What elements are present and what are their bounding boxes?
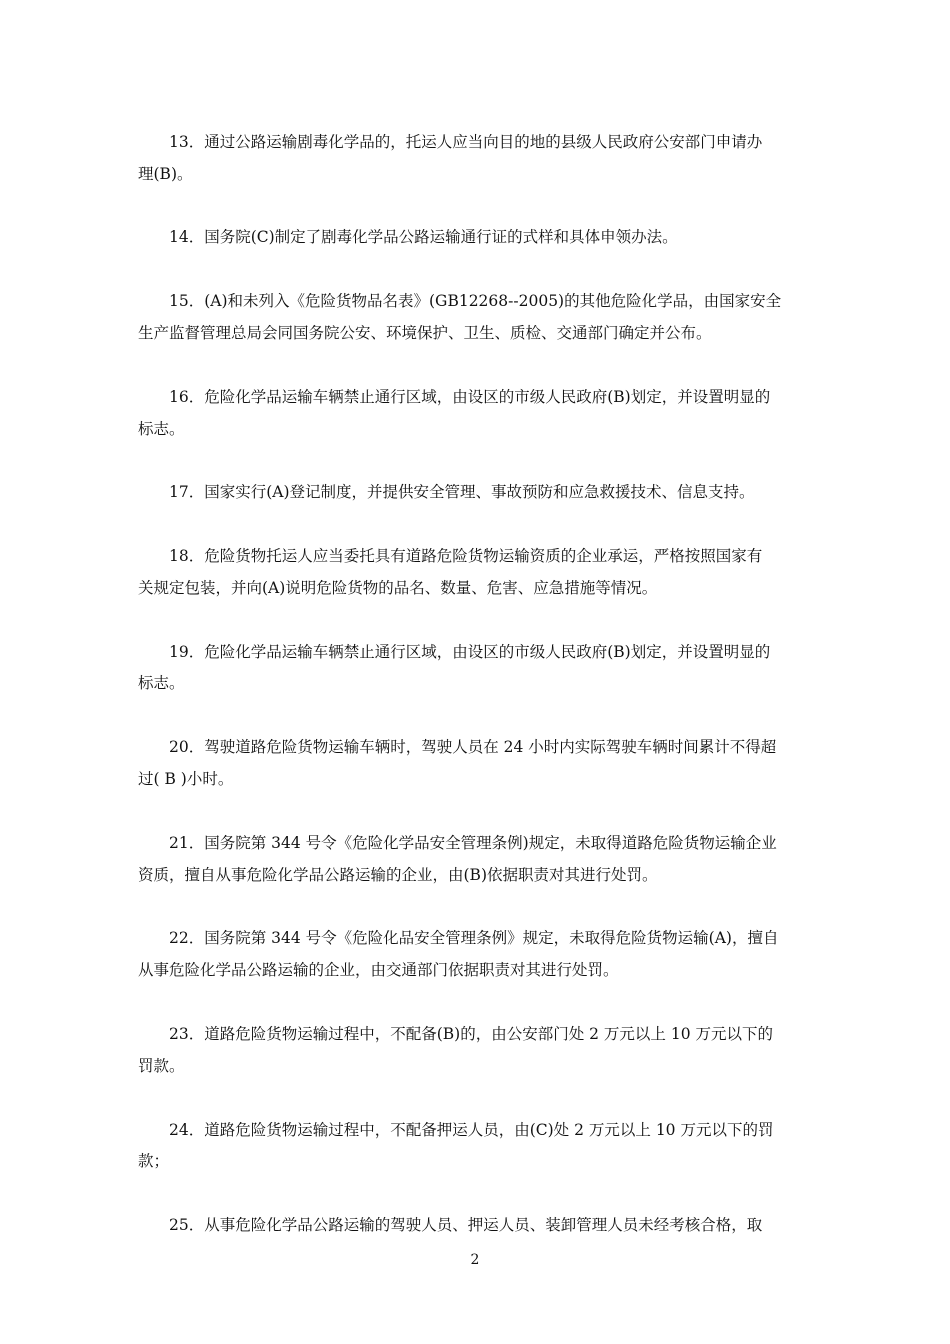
question-text: 13．通过公路运输剧毒化学品的，托运人应当向目的地的县级人民政府公安部门申请办 [169,133,763,151]
question-text-continued: 资质，擅自从事危险化学品公路运输的企业，由(B)依据职责对其进行处罚。 [138,866,658,884]
question-text: 18．危险货物托运人应当委托具有道路危险货物运输资质的企业承运，严格按照国家有 [169,547,763,565]
question-text-continued: 过( B )小时。 [138,770,234,788]
question-text-continued: 标志。 [138,420,185,438]
question-text: 24．道路危险货物运输过程中，不配备押运人员，由(C)处 2 万元以上 10 万元以下的罚 [169,1121,774,1139]
question-text: 16．危险化学品运输车辆禁止通行区域，由设区的市级人民政府(B)划定，并设置明显的 [169,388,771,406]
question-text: 15．(A)和未列入《危险货物品名表》(GB12268--2005)的其他危险化学品，由国家安全 [169,292,782,310]
page-number: 2 [470,1252,480,1268]
question-text-continued: 理(B)。 [138,165,193,183]
question-text: 22．国务院第 344 号令《危险化品安全管理条例》规定，未取得危险货物运输(A)，擅自 [169,929,779,947]
question-text-continued: 罚款。 [138,1057,185,1075]
question-text: 17．国家实行(A)登记制度，并提供安全管理、事故预防和应急救援技术、信息支持。 [169,483,755,501]
question-text-continued: 标志。 [138,674,185,692]
question-text: 19．危险化学品运输车辆禁止通行区域，由设区的市级人民政府(B)划定，并设置明显的 [169,643,771,661]
question-text-continued: 从事危险化学品公路运输的企业，由交通部门依据职责对其进行处罚。 [138,961,619,979]
question-text: 20．驾驶道路危险货物运输车辆时，驾驶人员在 24 小时内实际驾驶车辆时间累计不得超 [169,738,777,756]
question-text: 23．道路危险货物运输过程中，不配备(B)的，由公安部门处 2 万元以上 10 万元以下的 [169,1025,774,1043]
question-text-continued: 关规定包装，并向(A)说明危险货物的品名、数量、危害、应急措施等情况。 [138,579,658,597]
question-text: 25．从事危险化学品公路运输的驾驶人员、押运人员、装卸管理人员未经考核合格，取 [169,1216,763,1234]
question-text-continued: 生产监督管理总局会同国务院公安、环境保护、卫生、质检、交通部门确定并公布。 [138,324,712,342]
question-text: 21．国务院第 344 号令《危险化学品安全管理条例)规定，未取得道路危险货物运输企业 [169,834,777,852]
question-text-continued: 款； [138,1152,170,1170]
question-text: 14．国务院(C)制定了剧毒化学品公路运输通行证的式样和具体申领办法。 [169,228,678,246]
